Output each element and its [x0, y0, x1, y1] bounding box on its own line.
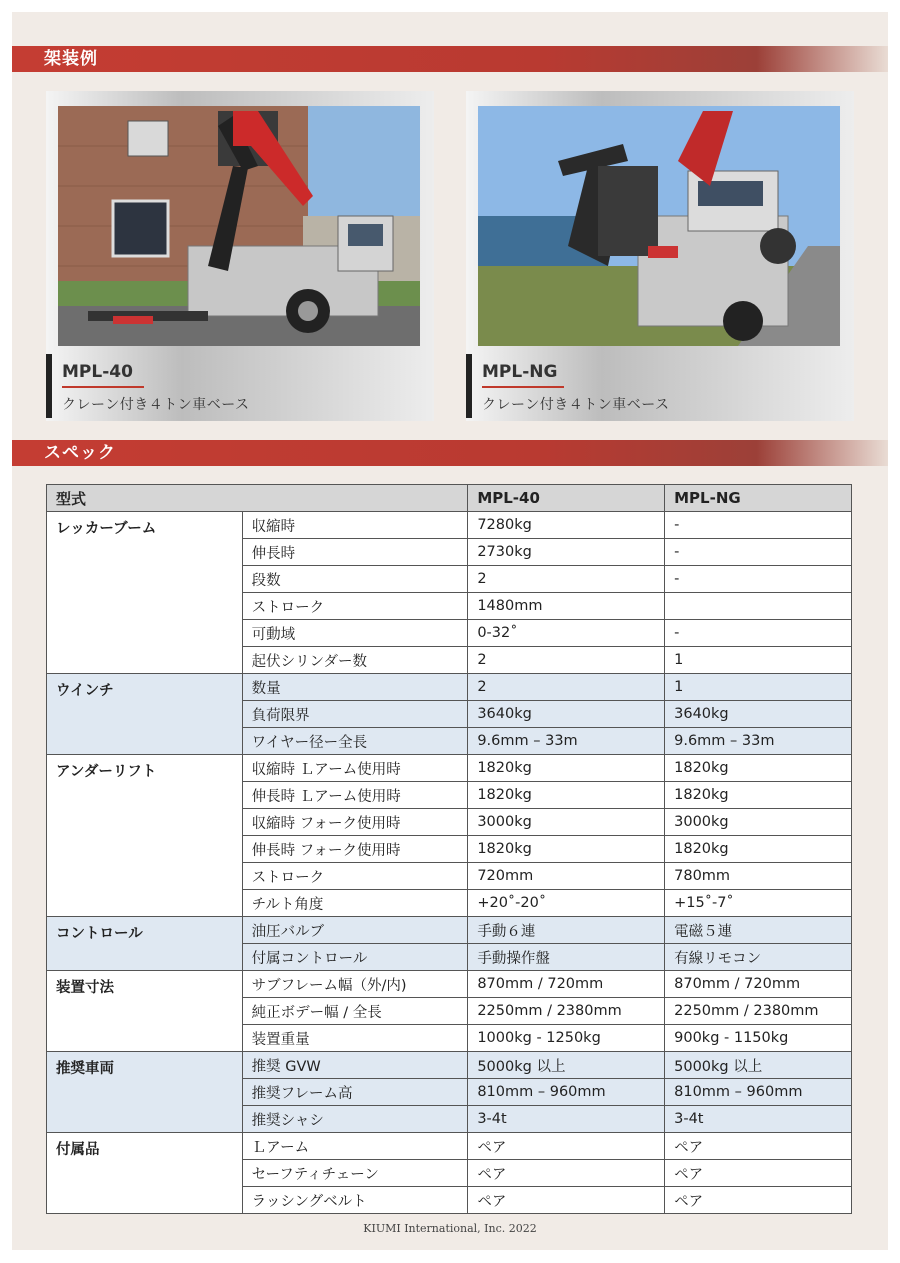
spec-value-model-2: 1820kg — [665, 782, 852, 809]
spec-value-model-1: 手動６連 — [468, 917, 665, 944]
spec-value-model-2: ペア — [665, 1187, 852, 1214]
spec-value-model-1: 1820kg — [468, 755, 665, 782]
spec-item-label: サブフレーム幅（外/内) — [242, 971, 468, 998]
spec-value-model-1: 0-32˚ — [468, 620, 665, 647]
example-description: クレーン付き４トン車ベース — [482, 397, 670, 413]
spec-value-model-1: 1480mm — [468, 593, 665, 620]
spec-value-model-1: 2 — [468, 566, 665, 593]
example-caption — [46, 354, 412, 418]
spec-group-label: ウインチ — [47, 674, 243, 755]
spec-item-label: セーフティチェーン — [242, 1160, 468, 1187]
spec-header-model-1: MPL-40 — [468, 485, 665, 512]
spec-value-model-2: - — [665, 620, 852, 647]
spec-item-label: ラッシングベルト — [242, 1187, 468, 1214]
spec-item-label: 収縮時 フォーク使用時 — [242, 809, 468, 836]
spec-item-label: 伸長時 — [242, 539, 468, 566]
spec-item-label: 段数 — [242, 566, 468, 593]
spec-value-model-1: 3-4t — [468, 1106, 665, 1133]
spec-item-label: 起伏シリンダー数 — [242, 647, 468, 674]
example-card-mpl-40 — [46, 91, 434, 421]
spec-value-model-1: ペア — [468, 1160, 665, 1187]
spec-value-model-1: 2250mm / 2380mm — [468, 998, 665, 1025]
spec-item-label: 付属コントロール — [242, 944, 468, 971]
example-caption — [466, 354, 832, 418]
spec-value-model-1: 1820kg — [468, 836, 665, 863]
spec-group-label: コントロール — [47, 917, 243, 971]
spec-value-model-1: 720mm — [468, 863, 665, 890]
spec-value-model-1: 810mm – 960mm — [468, 1079, 665, 1106]
spec-value-model-2 — [665, 593, 852, 620]
spec-value-model-2: 3000kg — [665, 809, 852, 836]
spec-value-model-1: 2 — [468, 647, 665, 674]
spec-group-label: 付属品 — [47, 1133, 243, 1214]
spec-value-model-2: - — [665, 512, 852, 539]
spec-value-model-2: ペア — [665, 1133, 852, 1160]
spec-group-label: レッカーブーム — [47, 512, 243, 674]
spec-value-model-1: 2 — [468, 674, 665, 701]
spec-header-type: 型式 — [47, 485, 468, 512]
example-card-mpl-ng — [466, 91, 854, 421]
example-description: クレーン付き４トン車ベース — [62, 397, 250, 413]
spec-item-label: ワイヤー径ー全長 — [242, 728, 468, 755]
truck-photo-mpl-40 — [58, 106, 420, 346]
spec-value-model-2: ペア — [665, 1160, 852, 1187]
spec-value-model-1: 3000kg — [468, 809, 665, 836]
spec-value-model-2: 780mm — [665, 863, 852, 890]
spec-table — [46, 484, 852, 1214]
spec-value-model-2: 3640kg — [665, 701, 852, 728]
spec-item-label: チルト角度 — [242, 890, 468, 917]
spec-header-row — [47, 485, 852, 512]
spec-group-label: アンダーリフト — [47, 755, 243, 917]
spec-value-model-2: 1 — [665, 674, 852, 701]
spec-group-label: 装置寸法 — [47, 971, 243, 1052]
spec-value-model-2: 有線リモコン — [665, 944, 852, 971]
table-row — [47, 755, 852, 782]
model-underline — [482, 386, 564, 388]
section-header-examples: 架装例 — [12, 46, 888, 72]
table-row — [47, 1052, 852, 1079]
example-model-name: MPL-40 — [62, 362, 133, 382]
spec-value-model-1: 3640kg — [468, 701, 665, 728]
spec-item-label: 純正ボデー幅 / 全長 — [242, 998, 468, 1025]
spec-header-model-2: MPL-NG — [665, 485, 852, 512]
spec-item-label: ストローク — [242, 863, 468, 890]
example-model-name: MPL-NG — [482, 362, 558, 382]
spec-value-model-1: ペア — [468, 1133, 665, 1160]
spec-value-model-1: 1820kg — [468, 782, 665, 809]
spec-value-model-2: 1820kg — [665, 836, 852, 863]
spec-value-model-2: 2250mm / 2380mm — [665, 998, 852, 1025]
model-underline — [62, 386, 144, 388]
spec-value-model-1: 9.6mm – 33m — [468, 728, 665, 755]
spec-item-label: 推奨シャシ — [242, 1106, 468, 1133]
spec-item-label: 収縮時 — [242, 512, 468, 539]
spec-item-label: 収縮時 Ｌアーム使用時 — [242, 755, 468, 782]
spec-value-model-1: 5000kg 以上 — [468, 1052, 665, 1079]
spec-body — [47, 512, 852, 1214]
section-header-spec: スペック — [12, 440, 888, 466]
spec-item-label: 推奨フレーム高 — [242, 1079, 468, 1106]
spec-item-label: 数量 — [242, 674, 468, 701]
spec-value-model-1: 2730kg — [468, 539, 665, 566]
spec-item-label: 装置重量 — [242, 1025, 468, 1052]
spec-value-model-2: 9.6mm – 33m — [665, 728, 852, 755]
spec-value-model-1: +20˚-20˚ — [468, 890, 665, 917]
table-row — [47, 971, 852, 998]
spec-value-model-2: +15˚-7˚ — [665, 890, 852, 917]
spec-value-model-2: 900kg - 1150kg — [665, 1025, 852, 1052]
spec-value-model-2: 1 — [665, 647, 852, 674]
spec-value-model-1: 7280kg — [468, 512, 665, 539]
spec-item-label: Ｌアーム — [242, 1133, 468, 1160]
spec-value-model-2: 810mm – 960mm — [665, 1079, 852, 1106]
spec-value-model-2: 3-4t — [665, 1106, 852, 1133]
table-row — [47, 917, 852, 944]
spec-value-model-2: - — [665, 566, 852, 593]
spec-value-model-2: 電磁５連 — [665, 917, 852, 944]
spec-value-model-1: 870mm / 720mm — [468, 971, 665, 998]
brochure-page — [12, 12, 888, 1250]
spec-value-model-2: 1820kg — [665, 755, 852, 782]
table-row — [47, 1133, 852, 1160]
spec-value-model-2: 5000kg 以上 — [665, 1052, 852, 1079]
spec-item-label: 推奨 GVW — [242, 1052, 468, 1079]
spec-value-model-1: 1000kg - 1250kg — [468, 1025, 665, 1052]
spec-item-label: 伸長時 Ｌアーム使用時 — [242, 782, 468, 809]
spec-item-label: ストローク — [242, 593, 468, 620]
spec-item-label: 可動域 — [242, 620, 468, 647]
spec-group-label: 推奨車両 — [47, 1052, 243, 1133]
spec-item-label: 伸長時 フォーク使用時 — [242, 836, 468, 863]
spec-value-model-1: 手動操作盤 — [468, 944, 665, 971]
footer-copyright: KIUMI International, Inc. 2022 — [363, 1222, 537, 1235]
spec-value-model-2: 870mm / 720mm — [665, 971, 852, 998]
spec-item-label: 負荷限界 — [242, 701, 468, 728]
truck-photo-mpl-ng — [478, 106, 840, 346]
table-row — [47, 674, 852, 701]
spec-item-label: 油圧バルブ — [242, 917, 468, 944]
spec-value-model-2: - — [665, 539, 852, 566]
spec-value-model-1: ペア — [468, 1187, 665, 1214]
table-row — [47, 512, 852, 539]
